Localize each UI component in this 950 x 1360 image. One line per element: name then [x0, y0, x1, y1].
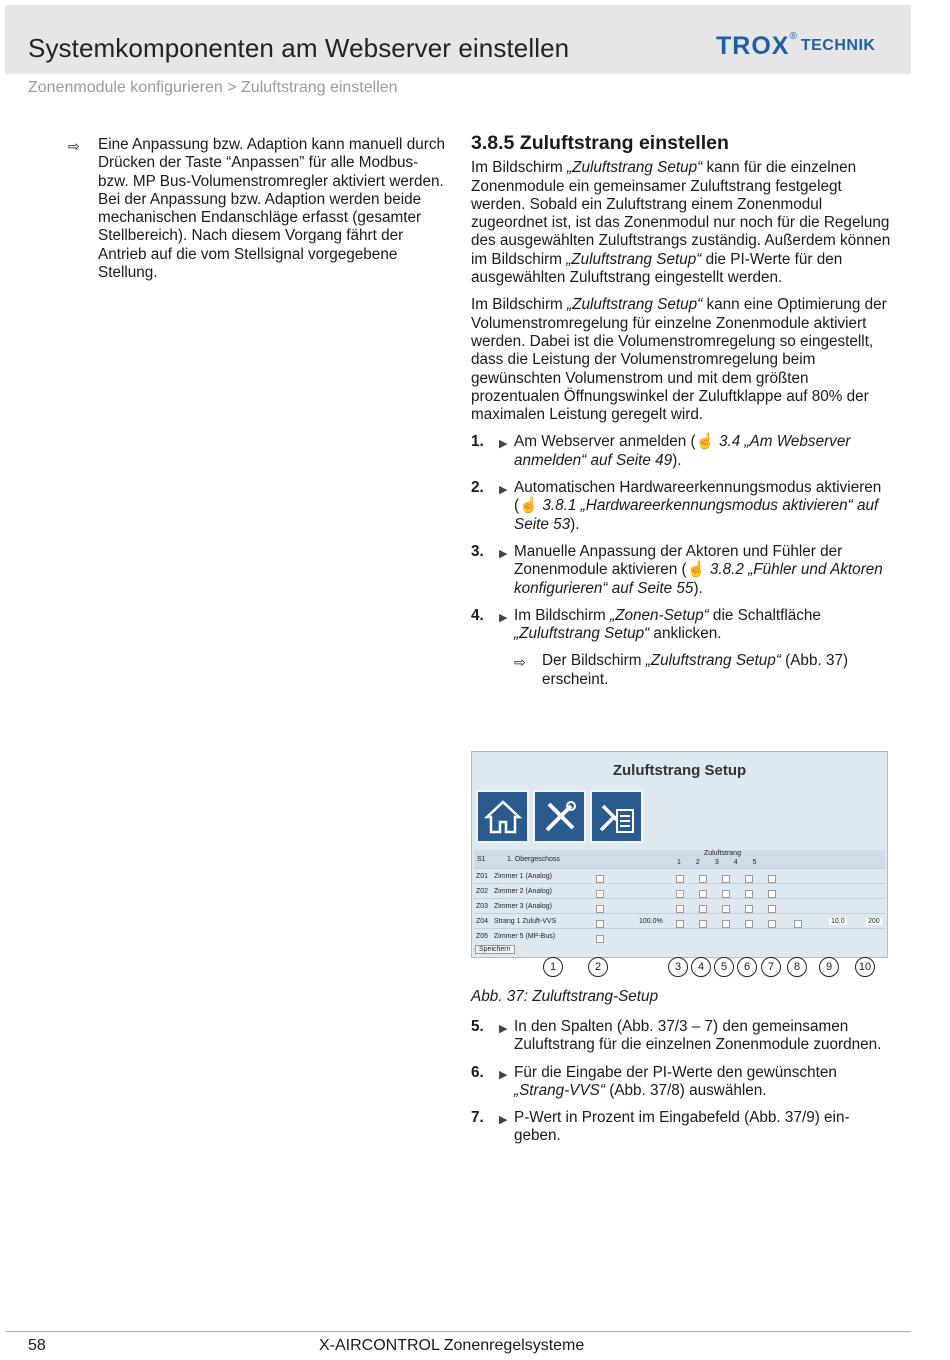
- table-row: Z02 Zimmer 2 (Analog): [474, 883, 885, 898]
- trox-logo: TROX ® TECHNIK: [716, 31, 876, 60]
- step-triangle-icon: ▶: [499, 547, 508, 560]
- cross-reference-link[interactable]: 3.4 „Am Webserver anmelden“ auf Seite 49: [514, 433, 851, 469]
- step-6: 6. ▶ Für die Eingabe der PI-Werte den gewünschten „Strang-VVS“ (Abb. 37/8) auswählen.: [471, 1063, 837, 1099]
- cross-reference-link[interactable]: 3.8.1 „Hardwareerkennungsmodus aktivieren“ auf Seite 53: [514, 497, 879, 533]
- step-triangle-icon: ▶: [499, 1068, 508, 1081]
- figure-caption: Abb. 37: Zuluftstrang-Setup: [471, 988, 659, 1005]
- setup-list-icon: [590, 790, 643, 843]
- paragraph-2: Im Bildschirm „Zuluftstrang Setup“ kann eine Optimierung der Volumenstromregelung für einzelne Zonenmodule aktiviert werden. Dabei ist die Volumenstromregelung so eingestellt, dass die Leistung der Volumenstromregelung beim gewünschten Volumenstrom und mit dem größten prozentualen Öffnungswinkel der Zuluftklappe auf 80% der maximalen Leistung geregelt wird.: [471, 296, 887, 424]
- page-number: 58: [28, 1337, 46, 1354]
- step-1: 1. ▶ Am Webserver anmelden (☝ 3.4 „Am Webserver anmelden“ auf Seite 49).: [471, 433, 851, 469]
- left-column: [68, 136, 448, 282]
- page-header: [5, 5, 911, 74]
- step-triangle-icon: ▶: [499, 1023, 508, 1035]
- step-3: 3. ▶ Manuelle Anpassung der Aktoren und Fühler der Zonenmodule aktivieren (☝ 3.8.2 „Fühler und Aktoren konfigurieren“ auf Seite 55).: [471, 542, 883, 597]
- step-triangle-icon: ▶: [499, 611, 508, 624]
- home-icon: [476, 790, 529, 843]
- paragraph-1: Im Bildschirm „Zuluftstrang Setup“ kann für die einzelnen Zonenmodule ein gemeinsamer Zuluftstrang festgelegt werden. Sobald ein Zuluftstrang einem Zonenmodul zugeordnet ist, ist das Zonenmodul nur noch für die Regelung des ausgewählten Zuluftstrangs zuständig. Außerdem können im Bildschirm „Zuluftstrang Setup“ die PI-Werte für den ausgewählten Zuluftstrang eingestellt werden.: [471, 159, 891, 287]
- breadcrumb: Zonenmodule konfigurieren > Zuluftstrang einstellen: [28, 79, 398, 96]
- step-2: 2. ▶ Automatischen Hardwareerkennungsmodus aktivieren (☝ 3.8.1 „Hardwareerkennungsmodus aktivieren“ auf Seite 53).: [471, 479, 882, 533]
- cross-reference-link[interactable]: 3.8.2 „Fühler und Aktoren konfigurieren“ auf Seite 55: [514, 561, 883, 597]
- screen-title: Zuluftstrang Setup: [612, 762, 747, 779]
- right-column-lower: [471, 1018, 891, 1155]
- publication-title: X-AIRCONTROL Zonenregelsysteme: [319, 1337, 585, 1354]
- result-arrow-icon: ⇨: [514, 654, 526, 671]
- result-text: Eine Anpassung bzw. Adaption kann manuell durch Drücken der Taste “Anpassen” für alle Modbus- bzw. MP Bus-Volumenstromregler aktiviert werden. Bei der Anpassung bzw. Adaption werden beide mechanischen Endanschläge erfasst (gesamter Stellbereich). Nach diesem Vorgang fährt der Antrieb auf die vom Stellsignal vorgegebene Stellung.: [98, 136, 445, 282]
- footer-divider: [5, 1331, 911, 1332]
- step-7: 7. ▶ P-Wert in Prozent im Eingabefeld (Abb. 37/9) eingeben.: [471, 1109, 850, 1145]
- step-4: 4. ▶ Im Bildschirm „Zonen-Setup“ die Schaltfläche „Zuluftstrang Setup“ anklicken.: [471, 606, 821, 643]
- tools-icon: [533, 790, 586, 843]
- link-icon: ☝: [519, 497, 539, 515]
- step-5: 5. ▶ In den Spalten (Abb. 37/3 – 7) den gemeinsamen Zuluftstrang für die einzelnen Zonenmodule zuordnen.: [471, 1018, 882, 1054]
- step-4-result: ⇨ Der Bildschirm „Zuluftstrang Setup“ (Abb. 37) erscheint.: [514, 652, 849, 688]
- table-row: Z05 Zimmer 5 (MP-Bus): [474, 928, 885, 943]
- result-arrow-icon: ⇨: [68, 138, 80, 154]
- section-heading: 3.8.5 Zuluftstrang einstellen: [471, 132, 729, 154]
- step-triangle-icon: ▶: [499, 484, 508, 497]
- save-button: Speichern: [475, 945, 515, 954]
- screenshot-image: [471, 751, 888, 958]
- page-title: Systemkomponenten am Webserver einstellen: [28, 33, 570, 63]
- table-row: Z04 Strang 1 Zuluft-VVS 100.0% 10.0 200: [474, 913, 885, 928]
- figure-zuluftstrang-setup: [471, 751, 888, 974]
- right-column: [471, 134, 891, 698]
- link-icon: ☝: [686, 561, 706, 579]
- step-triangle-icon: ▶: [499, 1114, 508, 1127]
- table-row: Z03 Zimmer 3 (Analog): [474, 898, 885, 913]
- result-item: [68, 136, 448, 282]
- table-row: Z01 Zimmer 1 (Analog): [474, 868, 885, 883]
- link-icon: ☝: [695, 433, 715, 451]
- callout-row: 1 2 3 4 5 6 7 8 9 10: [471, 955, 888, 977]
- zone-table: S1 1. Obergeschoss Zuluftstrang 1 2 3 4 5 Z01 Zimmer 1 (Analog) Z02 Zimmer 2 (Analog) Z03 Zimmer 3 (Analog) Z04 Strang 1 Zuluft-VVS 100.0% 10.0 200 Z05 Zimmer 5 (MP-Bus): [474, 850, 885, 943]
- step-triangle-icon: ▶: [499, 438, 508, 451]
